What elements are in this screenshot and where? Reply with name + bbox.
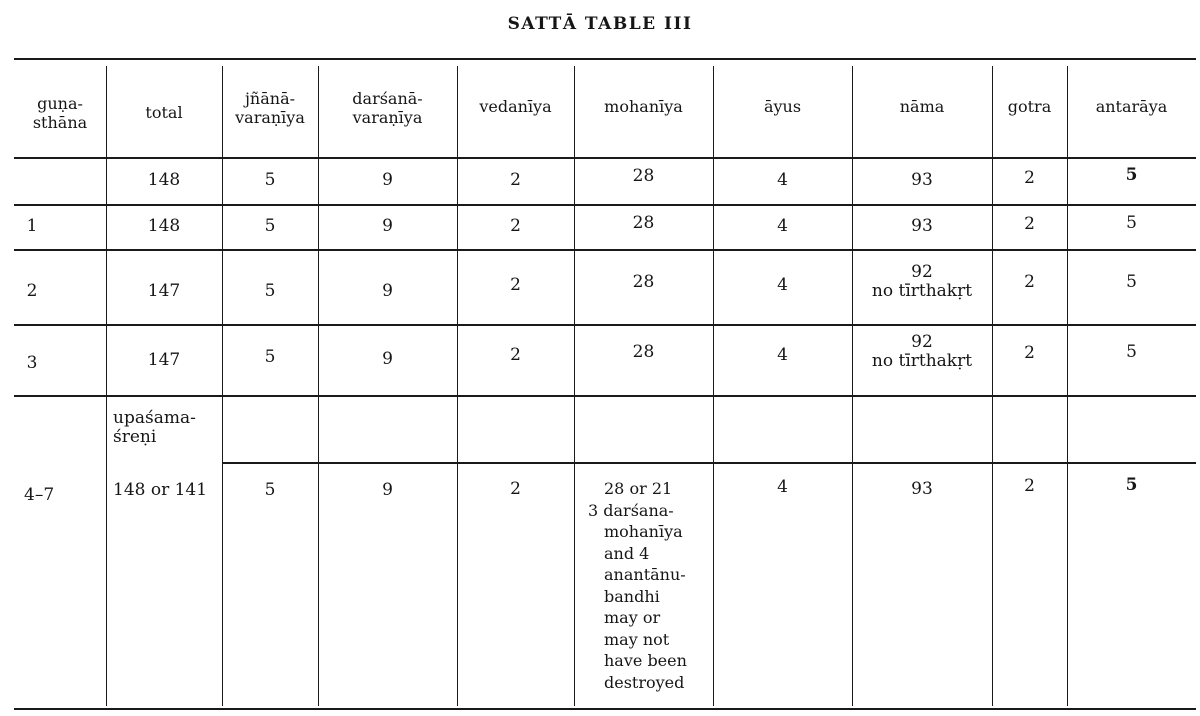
cell-jnanavaraniya: 5	[264, 281, 276, 301]
cell-ayus: 4	[777, 275, 788, 295]
header-darsanavaraniya: darśanā- varaṇīya	[352, 89, 423, 127]
cell-gotra: 2	[1024, 476, 1035, 496]
table-top-rule	[14, 58, 1196, 60]
table-title: SATTĀ TABLE III	[507, 14, 693, 34]
cell-antaraya: 5	[1126, 272, 1137, 292]
table-bottom-rule	[14, 708, 1196, 710]
nama-note: no tīrthakṛt	[871, 351, 973, 371]
column-divider	[1067, 66, 1068, 706]
cell-total: 148 or 141	[113, 480, 208, 500]
cell-gotra: 2	[1024, 168, 1035, 188]
cell-jnanavaraniya: 5	[264, 347, 276, 367]
cell-mohaniya: 28	[632, 213, 655, 233]
cell-gunasthana: 2	[26, 281, 38, 301]
cell-total: 147	[147, 281, 181, 301]
cell-ayus: 4	[777, 216, 788, 236]
cell-antaraya: 5	[1125, 475, 1138, 495]
cell-nama: 93	[911, 479, 933, 499]
cell-antaraya: 5	[1126, 213, 1137, 233]
cell-antaraya: 5	[1126, 342, 1137, 362]
cell-nama: 93	[911, 216, 933, 236]
cell-vedaniya: 2	[510, 345, 521, 365]
header-gunasthana: guṇa- sthāna	[32, 94, 88, 132]
cell-gunasthana: 3	[26, 353, 38, 373]
nama-count: 92	[911, 262, 933, 282]
cell-ayus: 4	[777, 170, 788, 190]
cell-vedaniya: 2	[510, 216, 521, 236]
header-vedaniya: vedanīya	[479, 97, 552, 116]
row-divider	[222, 462, 1196, 464]
header-ayus: āyus	[763, 97, 802, 116]
column-divider	[713, 66, 714, 706]
cell-darsanavaraniya: 9	[382, 281, 393, 301]
cell-nama: 93	[911, 170, 933, 190]
cell-mohaniya: 28	[632, 166, 655, 186]
cell-gunasthana: 1	[26, 216, 38, 236]
cell-mohaniya: 28	[632, 342, 655, 362]
header-mohaniya: mohanīya	[604, 97, 683, 116]
header-nama: nāma	[899, 97, 945, 116]
nama-count: 92	[911, 332, 933, 352]
cell-darsanavaraniya: 9	[382, 349, 393, 369]
row-divider	[14, 249, 1196, 251]
header-total: total	[145, 103, 183, 122]
cell-nama	[852, 263, 992, 301]
cell-nama	[852, 333, 992, 371]
column-divider	[318, 66, 319, 706]
row-divider	[14, 395, 1196, 397]
cell-total: 148	[147, 216, 181, 236]
header-gotra: gotra	[1007, 97, 1052, 116]
cell-gotra: 2	[1024, 343, 1035, 363]
cell-darsanavaraniya: 9	[382, 480, 393, 500]
cell-darsanavaraniya: 9	[382, 170, 393, 190]
cell-vedaniya: 2	[510, 479, 521, 499]
cell-ayus: 4	[777, 345, 788, 365]
row-divider	[14, 204, 1196, 206]
cell-antaraya: 5	[1125, 165, 1138, 185]
cell-mohaniya: 28	[632, 272, 655, 292]
cell-gotra: 2	[1024, 214, 1035, 234]
column-divider	[106, 66, 107, 706]
cell-jnanavaraniya: 5	[264, 170, 276, 190]
column-divider	[222, 66, 223, 706]
cell-vedaniya: 2	[510, 170, 521, 190]
cell-gotra: 2	[1024, 272, 1035, 292]
cell-darsanavaraniya: 9	[382, 216, 393, 236]
column-divider	[574, 66, 575, 706]
header-antaraya: antarāya	[1095, 97, 1168, 116]
cell-gunasthana: 4–7	[24, 485, 55, 505]
column-divider	[852, 66, 853, 706]
cell-jnanavaraniya: 5	[264, 480, 276, 500]
header-jnanavaraniya: jñānā- varaṇīya	[235, 89, 305, 127]
upasama-sreni-label: upaśama- śreṇi	[113, 408, 196, 447]
row-divider	[14, 157, 1196, 159]
cell-total: 147	[147, 350, 181, 370]
nama-note: no tīrthakṛt	[871, 281, 973, 301]
cell-total: 148	[147, 170, 181, 190]
cell-mohaniya-note: 28 or 21 3 darśana- mohanīya and 4 anantānu- bandhi may or may not have been destroyed	[588, 479, 687, 692]
row-divider	[14, 324, 1196, 326]
cell-ayus: 4	[777, 477, 788, 497]
cell-jnanavaraniya: 5	[264, 216, 276, 236]
cell-vedaniya: 2	[510, 275, 521, 295]
column-divider	[457, 66, 458, 706]
column-divider	[992, 66, 993, 706]
